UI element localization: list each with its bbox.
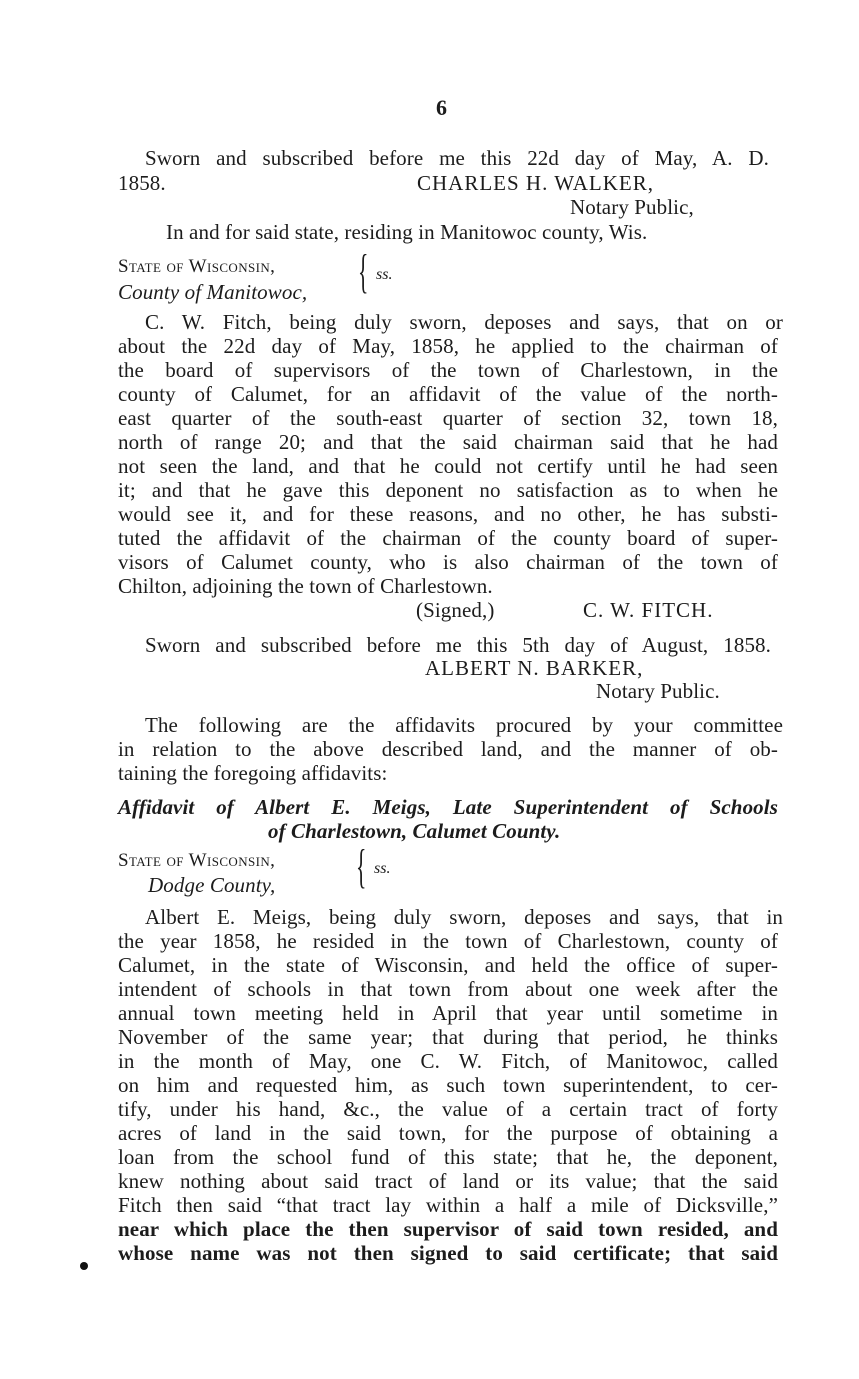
affidavit-line: Fitch then said “that tract lay within a half a mile of Dicksville,”	[118, 1193, 778, 1217]
venue-ss: ss.	[374, 860, 391, 877]
affidavit-line: would see it, and for these reasons, and no other, he has substi-	[118, 502, 778, 526]
affidavit-line: county of Calumet, for an affidavit of the value of the north-	[118, 382, 778, 406]
notary-name: CHARLES H. WALKER,	[417, 171, 654, 195]
intro-line: in relation to the above described land, and the manner of ob-	[118, 737, 778, 761]
notary-name: ALBERT N. BARKER,	[425, 656, 644, 680]
affidavit-line: Calumet, in the state of Wisconsin, and held the office of super-	[118, 953, 778, 977]
affidavit-heading: of Charlestown, Calumet County.	[268, 819, 561, 843]
affidavit-line: not seen the land, and that he could not certify until he had seen	[118, 454, 778, 478]
affidavit-line: visors of Calumet county, who is also chairman of the town of	[118, 550, 778, 574]
affidavit-line: knew nothing about said tract of land or its value; that the said	[118, 1169, 778, 1193]
affidavit-line: the year 1858, he resided in the town of Charlestown, county of	[118, 929, 778, 953]
affidavit-line: acres of land in the said town, for the purpose of obtaining a	[118, 1121, 778, 1145]
affidavit-line: tify, under his hand, &c., the value of a certain tract of forty	[118, 1097, 778, 1121]
affidavit-line: the board of supervisors of the town of Charlestown, in the	[118, 358, 778, 382]
affidavit-line: Albert E. Meigs, being duly sworn, deposes and says, that in	[145, 905, 783, 929]
jurat-line: Sworn and subscribed before me this 22d day of May, A. D.	[145, 146, 769, 170]
affidavit-line: annual town meeting held in April that year until sometime in	[118, 1001, 778, 1025]
affidavit-line: Chilton, adjoining the town of Charlestown.	[118, 574, 493, 598]
ink-spot	[80, 1262, 88, 1270]
intro-line: taining the foregoing affidavits:	[118, 761, 388, 785]
affidavit-line: east quarter of the south-east quarter of section 32, town 18,	[118, 406, 778, 430]
signature: C. W. FITCH.	[583, 598, 714, 622]
notary-title: Notary Public.	[596, 679, 720, 703]
signed-label: (Signed,)	[416, 598, 495, 622]
venue-ss: ss.	[376, 266, 393, 283]
venue-state: State of Wisconsin,	[118, 850, 276, 871]
intro-line: The following are the affidavits procured by your committee	[145, 713, 783, 737]
venue-state: State of Wisconsin,	[118, 256, 276, 277]
affidavit-line: loan from the school fund of this state; that he, the deponent,	[118, 1145, 778, 1169]
venue-brace: {	[356, 840, 367, 893]
affidavit-line: on him and requested him, as such town superintendent, to cer-	[118, 1073, 778, 1097]
affidavit-line: intendent of schools in that town from about one week after the	[118, 977, 778, 1001]
affidavit-line: about the 22d day of May, 1858, he applied to the chairman of	[118, 334, 778, 358]
venue-county: Dodge County,	[148, 873, 276, 897]
jurat-line: Sworn and subscribed before me this 5th day of August, 1858.	[145, 633, 771, 657]
affidavit-line: near which place the then supervisor of said town resided, and	[118, 1217, 778, 1241]
notary-residence: In and for said state, residing in Manitowoc county, Wis.	[166, 220, 648, 244]
jurat-year: 1858.	[118, 171, 166, 195]
affidavit-line: whose name was not then signed to said certificate; that said	[118, 1241, 778, 1265]
affidavit-line: in the month of May, one C. W. Fitch, of Manitowoc, called	[118, 1049, 778, 1073]
affidavit-line: November of the same year; that during that period, he thinks	[118, 1025, 778, 1049]
venue-brace: {	[358, 245, 369, 298]
venue-county: County of Manitowoc,	[118, 280, 308, 304]
affidavit-line: tuted the affidavit of the chairman of the county board of super-	[118, 526, 778, 550]
affidavit-line: C. W. Fitch, being duly sworn, deposes and says, that on or	[145, 310, 783, 334]
page-number: 6	[436, 95, 448, 120]
affidavit-line: north of range 20; and that the said chairman said that he had	[118, 430, 778, 454]
affidavit-heading: Affidavit of Albert E. Meigs, Late Superintendent of Schools	[118, 795, 778, 819]
notary-title: Notary Public,	[570, 195, 694, 219]
affidavit-line: it; and that he gave this deponent no satisfaction as to when he	[118, 478, 778, 502]
